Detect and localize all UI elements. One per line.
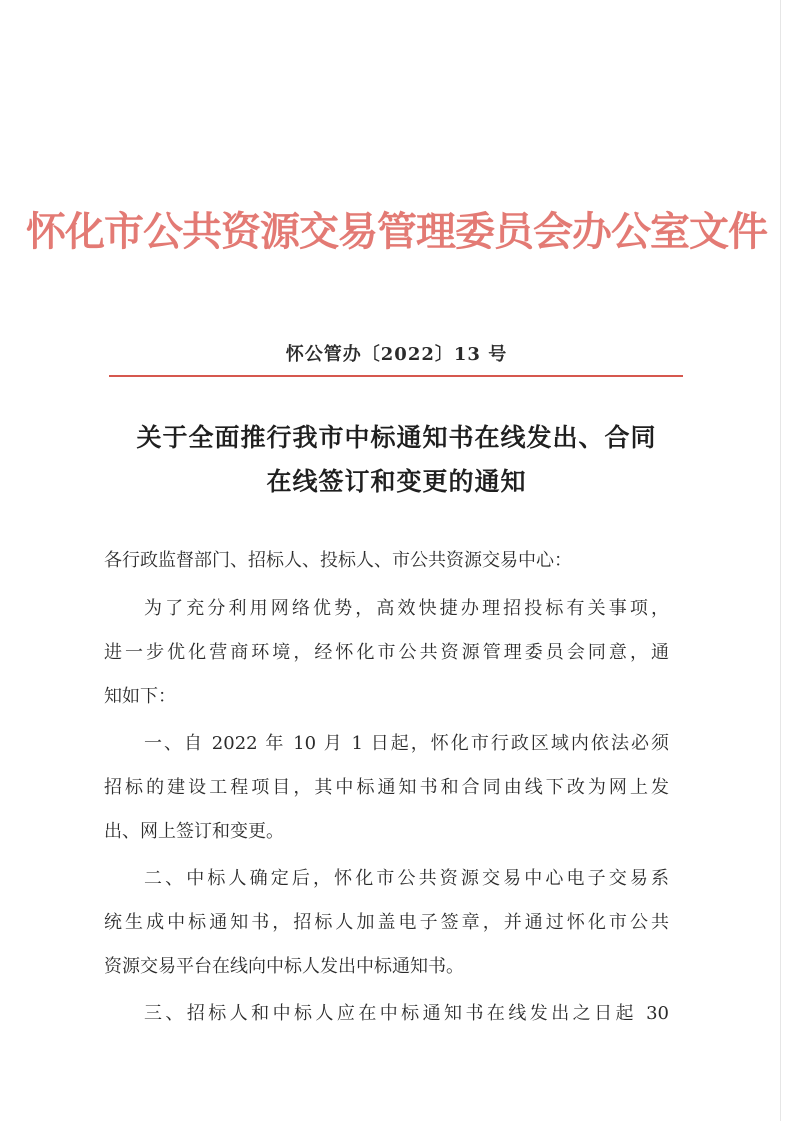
notice-title-line-2: 在线签订和变更的通知 bbox=[266, 467, 527, 496]
paragraph-1-line-2: 进一步优化营商环境，经怀化市公共资源管理委员会同意，通 bbox=[104, 642, 669, 663]
paragraph-3-line-2: 统生成中标通知书，招标人加盖电子签章，并通过怀化市公共 bbox=[104, 912, 669, 933]
notice-title-line-1: 关于全面推行我市中标通知书在线发出、合同 bbox=[136, 423, 657, 452]
paragraph-4-line-1: 三、招标人和中标人应在中标通知书在线发出之日起 30 bbox=[144, 1003, 669, 1024]
paragraph-1-line-1: 为了充分利用网络优势，高效快捷办理招投标有关事项， bbox=[144, 598, 669, 619]
document-number: 怀公管办〔2022〕13 号 bbox=[285, 344, 508, 365]
scan-edge-line bbox=[780, 0, 781, 1121]
paragraph-2-line-2: 招标的建设工程项目，其中标通知书和合同由线下改为网上发 bbox=[104, 777, 669, 798]
red-separator-rule bbox=[109, 375, 683, 377]
paragraph-1-line-3: 知如下： bbox=[104, 686, 176, 707]
document-header-title: 怀化市公共资源交易管理委员会办公室文件 bbox=[26, 209, 767, 255]
salutation: 各行政监督部门、招标人、投标人、市公共资源交易中心： bbox=[104, 550, 572, 571]
paragraph-2-line-1: 一、自 2022 年 10 月 1 日起，怀化市行政区域内依法必须 bbox=[144, 733, 669, 754]
paragraph-3-line-1: 二、中标人确定后，怀化市公共资源交易中心电子交易系 bbox=[144, 868, 669, 889]
paragraph-2-line-3: 出、网上签订和变更。 bbox=[104, 821, 284, 842]
paragraph-3-line-3: 资源交易平台在线向中标人发出中标通知书。 bbox=[104, 956, 464, 977]
